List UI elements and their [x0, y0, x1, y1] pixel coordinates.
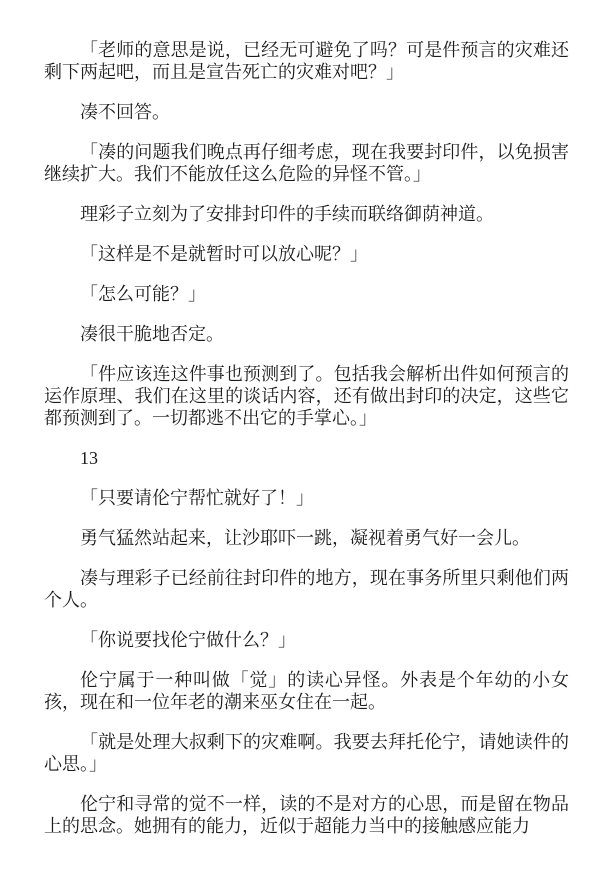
paragraph: 理彩子立刻为了安排封印件的手续而联络御荫神道。	[80, 204, 494, 224]
paragraph: 伦宁属于一种叫做「觉」的读心异怪。外表是个年幼的小女孩，现在和一位年老的潮来巫女住在一起。	[44, 670, 569, 712]
section-number: 13	[80, 448, 98, 468]
paragraph: 凑不回答。	[80, 102, 170, 122]
paragraph: 「老师的意思是说，已经无可避免了吗？可是件预言的灾难还剩下两起吧，而且是宣告死亡的灾难对吧？」	[44, 40, 569, 82]
paragraph: 「怎么可能？」	[80, 284, 206, 304]
paragraph: 勇气猛然站起来，让沙耶吓一跳，凝视着勇气好一会儿。	[80, 528, 530, 548]
paragraph: 「这样是不是就暂时可以放心呢？」	[80, 244, 368, 264]
paragraph: 「就是处理大叔剩下的灾难啊。我要去拜托伦宁，请她读件的心思。」	[44, 732, 569, 774]
paragraph: 凑与理彩子已经前往封印件的地方，现在事务所里只剩他们两个人。	[44, 568, 569, 610]
paragraph: 「你说要找伦宁做什么？」	[80, 630, 296, 650]
paragraph: 伦宁和寻常的觉不一样，读的不是对方的心思，而是留在物品上的思念。她拥有的能力，近似于超能力当中的接触感应能力	[44, 794, 569, 836]
paragraph: 「凑的问题我们晚点再仔细考虑，现在我要封印件，以免损害继续扩大。我们不能放任这么危险的异怪不管。」	[44, 142, 569, 184]
paragraph: 「只要请伦宁帮忙就好了！」	[80, 488, 314, 508]
paragraph: 「件应该连这件事也预测到了。包括我会解析出件如何预言的运作原理、我们在这里的谈话内容，还有做出封印的决定，这些它都预测到了。一切都逃不出它的手掌心。」	[44, 364, 569, 428]
paragraph: 凑很干脆地否定。	[80, 324, 224, 344]
